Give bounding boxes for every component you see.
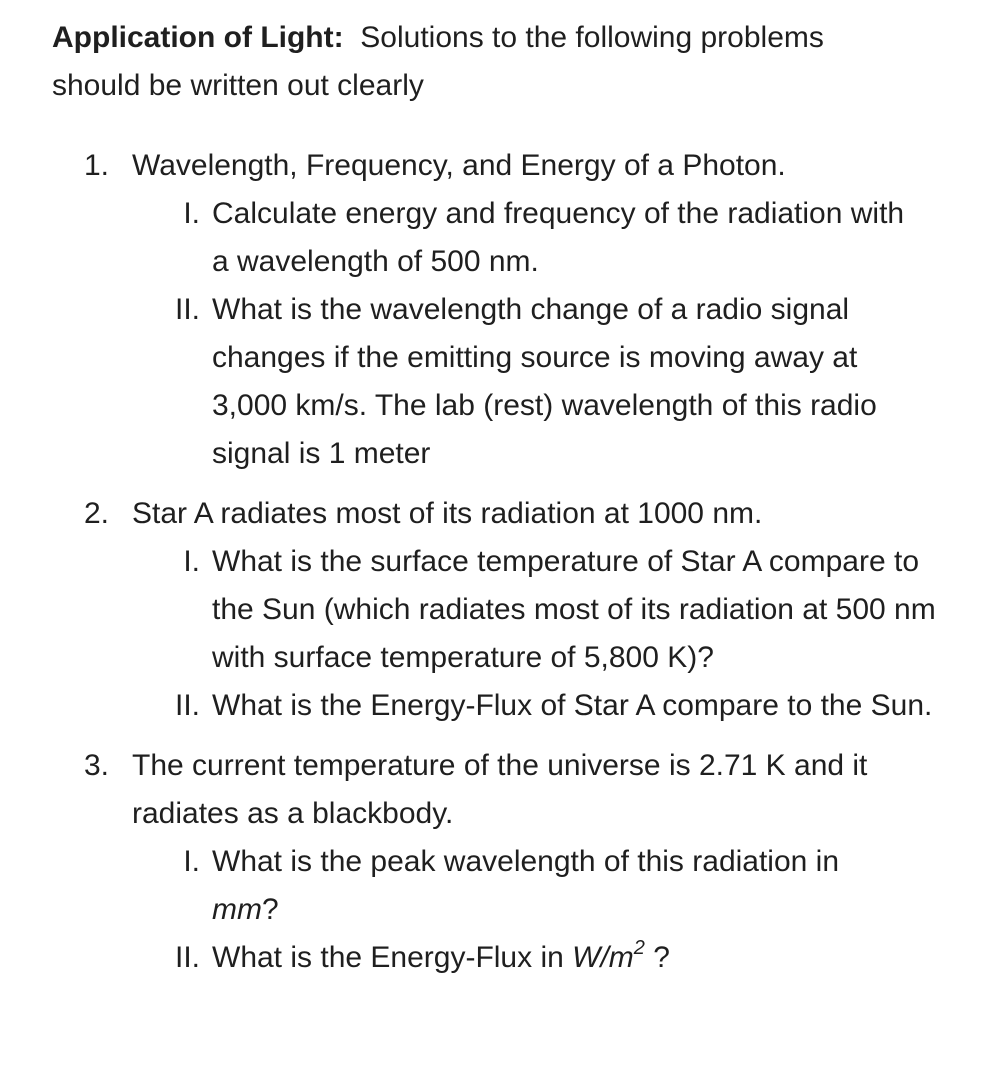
sub-question-label: II. (174, 293, 200, 326)
sub-question-2-i (132, 538, 952, 682)
sub-question-1-ii (132, 286, 952, 478)
sub-question-list (132, 190, 952, 478)
intro-heading: Application of Light: (52, 21, 344, 54)
sub-question-1-i (132, 190, 952, 286)
unit-mm: mm (212, 893, 262, 926)
unit-watts-per-square-meter: W/m (572, 941, 634, 974)
sub-question-text: What is the wavelength change of a radio signal changes if the emitting source is moving away at 3,000 km/s. The lab (rest) wavelength of this radio signal is 1 meter (212, 293, 877, 470)
document-page (52, 14, 952, 994)
problem-text: Wavelength, Frequency, and Energy of a Photon. (132, 149, 786, 182)
question-mark: ? (644, 941, 670, 974)
sub-question-text: What is the Energy-Flux in (212, 941, 564, 974)
sub-question-text-wrap (212, 838, 902, 934)
question-mark: ? (261, 893, 279, 926)
sub-question-text: What is the peak wavelength of this radiation in (212, 845, 840, 878)
sub-question-label: II. (174, 941, 200, 974)
problem-list (52, 142, 952, 982)
sub-question-label: I. (183, 197, 200, 230)
problem-number: 2. (84, 497, 110, 530)
problem-text: The current temperature of the universe is 2.71 K and it radiates as a blackbody. (132, 749, 868, 830)
sub-question-label: I. (183, 845, 200, 878)
sub-question-label: II. (174, 689, 200, 722)
sub-question-text: Calculate energy and frequency of the radiation with a wavelength of 500 nm. (212, 197, 905, 278)
problem-number: 1. (84, 149, 110, 182)
intro-paragraph (52, 14, 912, 110)
problem-2 (52, 490, 952, 730)
sub-question-text: What is the Energy-Flux of Star A compare to the Sun. (212, 689, 933, 722)
sub-question-label: I. (183, 545, 200, 578)
unit-exponent: 2 (633, 937, 645, 959)
sub-question-2-ii (132, 682, 952, 730)
problem-3 (52, 742, 952, 982)
sub-question-3-i (132, 838, 952, 934)
sub-question-list (132, 538, 952, 730)
intro-text: Solutions to the following problems should be written out clearly (52, 21, 824, 102)
problem-number: 3. (84, 749, 110, 782)
sub-question-list (132, 838, 952, 982)
sub-question-text: What is the surface temperature of Star A compare to the Sun (which radiates most of its radiation at 500 nm with surface temperature of 5,800 K)? (212, 545, 936, 674)
sub-question-3-ii (132, 934, 952, 982)
sub-question-text-wrap (212, 934, 902, 982)
problem-text: Star A radiates most of its radiation at 1000 nm. (132, 497, 763, 530)
problem-1 (52, 142, 952, 478)
